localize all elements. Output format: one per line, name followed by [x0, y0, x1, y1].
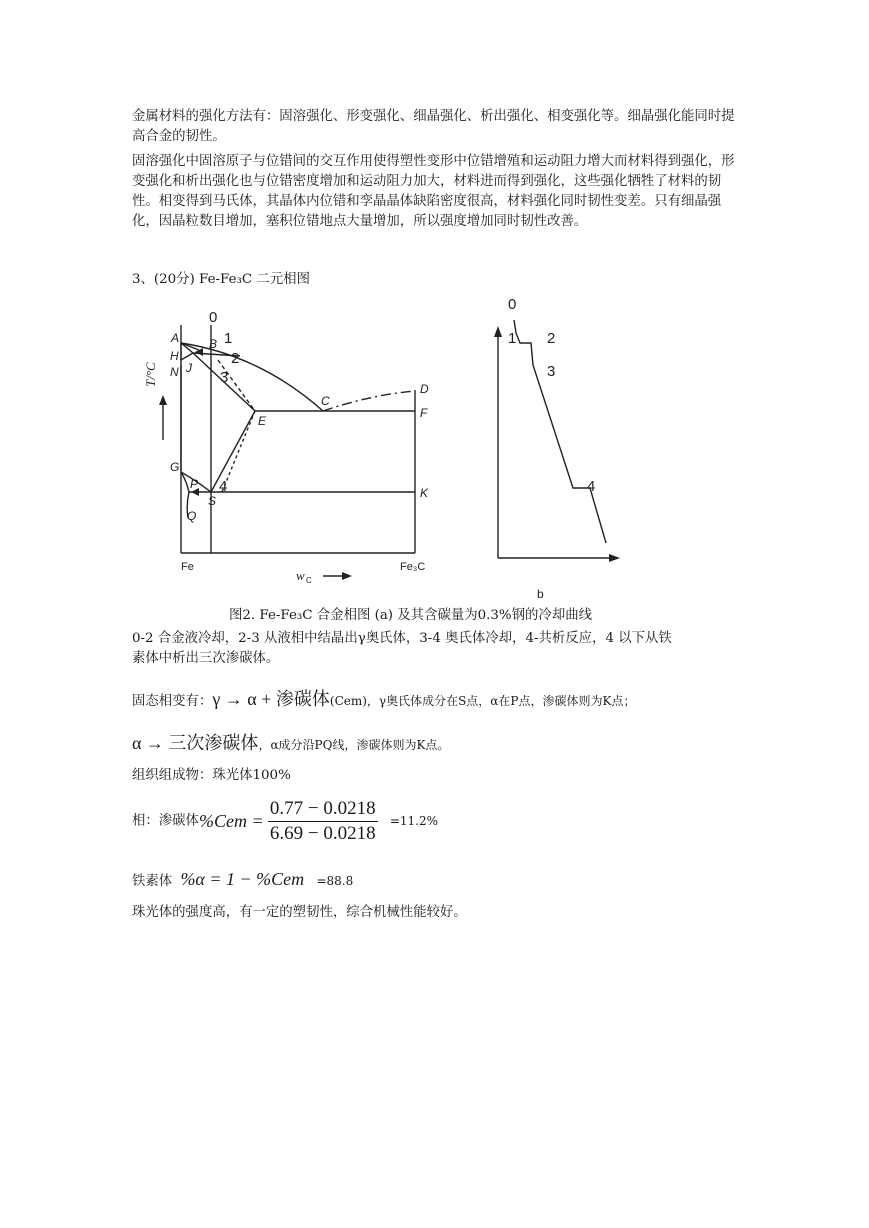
- solid-prefix: 固态相变有：: [132, 694, 213, 709]
- point-D: D: [420, 382, 429, 396]
- ferrite-formula: %α = 1 − %Cem: [180, 869, 305, 889]
- marker-a-2: 2: [231, 350, 240, 367]
- phase-result: =11.2%: [389, 814, 439, 828]
- question-3-heading: 3、(20分) Fe-Fe₃C 二元相图: [132, 272, 310, 287]
- fraction-numerator: 0.77 − 0.0218: [268, 797, 378, 822]
- point-H: H: [170, 349, 179, 363]
- marker-b-3: 3: [547, 363, 556, 380]
- phase-fraction: [268, 797, 378, 846]
- point-Q: Q: [187, 509, 197, 523]
- figure-phase-diagram: [0, 290, 869, 620]
- point-K: K: [420, 486, 429, 500]
- paragraph-strengthening-methods: 金属材料的强化方法有：固溶强化、形变强化、细晶强化、析出强化、相变强化等。细晶强化能同时提高合金的韧性。: [132, 109, 735, 144]
- solid-transform-line-2: [132, 730, 742, 759]
- marker-a-0: 0: [209, 309, 218, 326]
- analysis-line-2: 素体中析出三次渗碳体。: [132, 651, 280, 666]
- phase-cementite-line: [132, 796, 742, 848]
- point-A: A: [171, 331, 180, 345]
- point-J: J: [186, 361, 192, 375]
- phase-lhs: %Cem =: [198, 811, 264, 831]
- analysis-line-1: 0-2 合金液冷却，2-3 从液相中结晶出γ奥氏体，3-4 奥氏体冷却，4-共析反应，4 以下从铁: [132, 631, 672, 646]
- formula-alpha-to-cementite: α → 三次渗碳体: [132, 733, 259, 753]
- point-P: P: [190, 477, 199, 491]
- point-N: N: [170, 365, 179, 379]
- point-E: E: [258, 414, 267, 428]
- marker-a-1: 1: [224, 330, 233, 347]
- solid-rest-1: (Cem)，γ奥氏体成分在S点，α在P点，渗碳体则为K点；: [329, 694, 636, 708]
- x-right-label: Fe₃C: [400, 561, 426, 573]
- point-F: F: [420, 406, 428, 420]
- marker-b-2: 2: [547, 330, 556, 347]
- phase-prefix: 相：渗碳体: [132, 813, 199, 829]
- conclusion-line: 珠光体的强度高，有一定的塑韧性，综合机械性能较好。: [132, 905, 467, 920]
- point-B: B: [209, 337, 218, 351]
- marker-a-3: 3: [220, 369, 229, 386]
- marker-b-4: 4: [587, 478, 596, 495]
- solid-transform-line-1: [132, 686, 742, 715]
- marker-b-0: 0: [508, 296, 517, 313]
- point-C: C: [321, 394, 330, 408]
- figure-caption: 图2. Fe-Fe₃C 合金相图 (a) 及其含碳量为0.3%钢的冷却曲线: [229, 608, 592, 623]
- x-axis-label: w: [296, 568, 305, 583]
- fraction-denominator: 6.69 − 0.0218: [269, 822, 376, 844]
- ferrite-prefix: 铁素体: [132, 874, 173, 889]
- paragraph-strengthening-explanation: 固溶强化中固溶原子与位错间的交互作用使得塑性变形中位错增殖和运动阻力增大而材料得到强化，形变强化和析出强化也与位错密度增加和运动阻力加大，材料进而得到强化，这些强化牺牲了材料的韧性。相变得到马氏体，其晶体内位错和孪晶晶体缺陷密度很高，材料强化同时韧性变差。只有细晶强化，因晶粒数目增加，塞积位错地点大量增加，所以强度增加同时韧性改善。: [132, 154, 735, 229]
- x-left-label: Fe: [181, 561, 194, 573]
- solid-rest-2: ，α成分沿PQ线，渗碳体则为K点。: [258, 738, 450, 752]
- marker-b-1: 1: [508, 330, 517, 347]
- diagram-b-label: b: [537, 587, 544, 601]
- point-S: S: [208, 494, 217, 508]
- y-axis-label: T/°C: [143, 362, 158, 387]
- ferrite-line: [132, 866, 742, 895]
- point-G: G: [170, 460, 180, 474]
- ferrite-result: =88.8: [316, 874, 354, 888]
- structure-line: 组织组成物：珠光体100%: [132, 768, 291, 783]
- marker-a-4: 4: [219, 478, 228, 495]
- formula-gamma-to-alpha: γ → α + 渗碳体: [212, 689, 330, 709]
- x-axis-label-subscript: C: [306, 576, 312, 585]
